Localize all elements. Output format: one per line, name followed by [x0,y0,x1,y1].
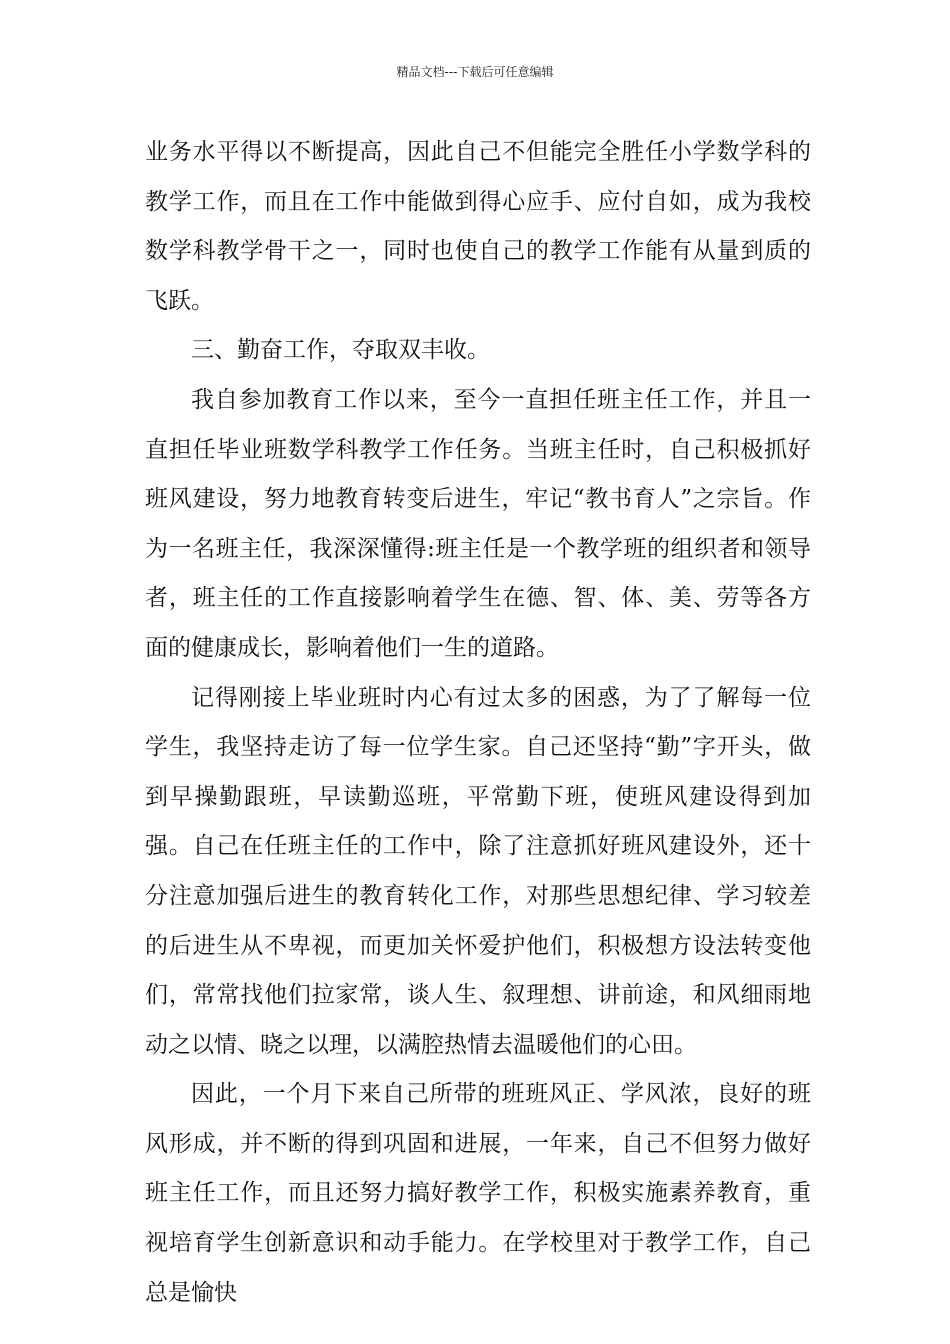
paragraph-continuation: 业务水平得以不断提高，因此自己不但能完全胜任小学数学科的教学工作，而且在工作中能做到得心应手、应付自如，成为我校数学科教学骨干之一，同时也使自己的教学工作能有从量到质的飞跃。 [145,139,811,314]
document-body [145,128,811,1318]
paragraph-visiting-students: 记得刚接上毕业班时内心有过太多的困惑，为了了解每一位学生，我坚持走访了每一位学生家。自己还坚持“勤”字开头，做到早操勤跟班，早读勤巡班，平常勤下班，使班风建设得到加强。自己在任班主任的工作中，除了注意抓好班风建设外，还十分注意加强后进生的教育转化工作，对那些思想纪律、学习较差的后进生从不卑视，而更加关怀爱护他们，积极想方设法转变他们，常常找他们拉家常，谈人生、叙理想、讲前途，和风细雨地动之以情、晓之以理，以满腔热情去温暖他们的心田。 [145,684,811,1058]
page-header: 精品文档---下载后可任意编辑 [396,65,554,79]
section-heading: 三、勤奋工作，夺取双丰收。 [191,337,490,364]
paragraph-head-teacher-work: 我自参加教育工作以来，至今一直担任班主任工作，并且一直担任毕业班数学科教学工作任务。当班主任时，自己积极抓好班风建设，努力地教育转变后进生，牢记“教书育人”之宗旨。作为一名班主任，我深深懂得:班主任是一个教学班的组织者和领导者，班主任的工作直接影响着学生在德、智、体、美、劳等各方面的健康成长，影响着他们一生的道路。 [145,386,811,661]
paragraph-results: 因此，一个月下来自己所带的班班风正、学风浓，良好的班风形成，并不断的得到巩固和进展，一年来，自己不但努力做好班主任工作，而且还努力搞好教学工作，积极实施素养教育，重视培育学生创新意识和动手能力。在学校里对于教学工作，自己总是愉快 [145,1081,811,1306]
